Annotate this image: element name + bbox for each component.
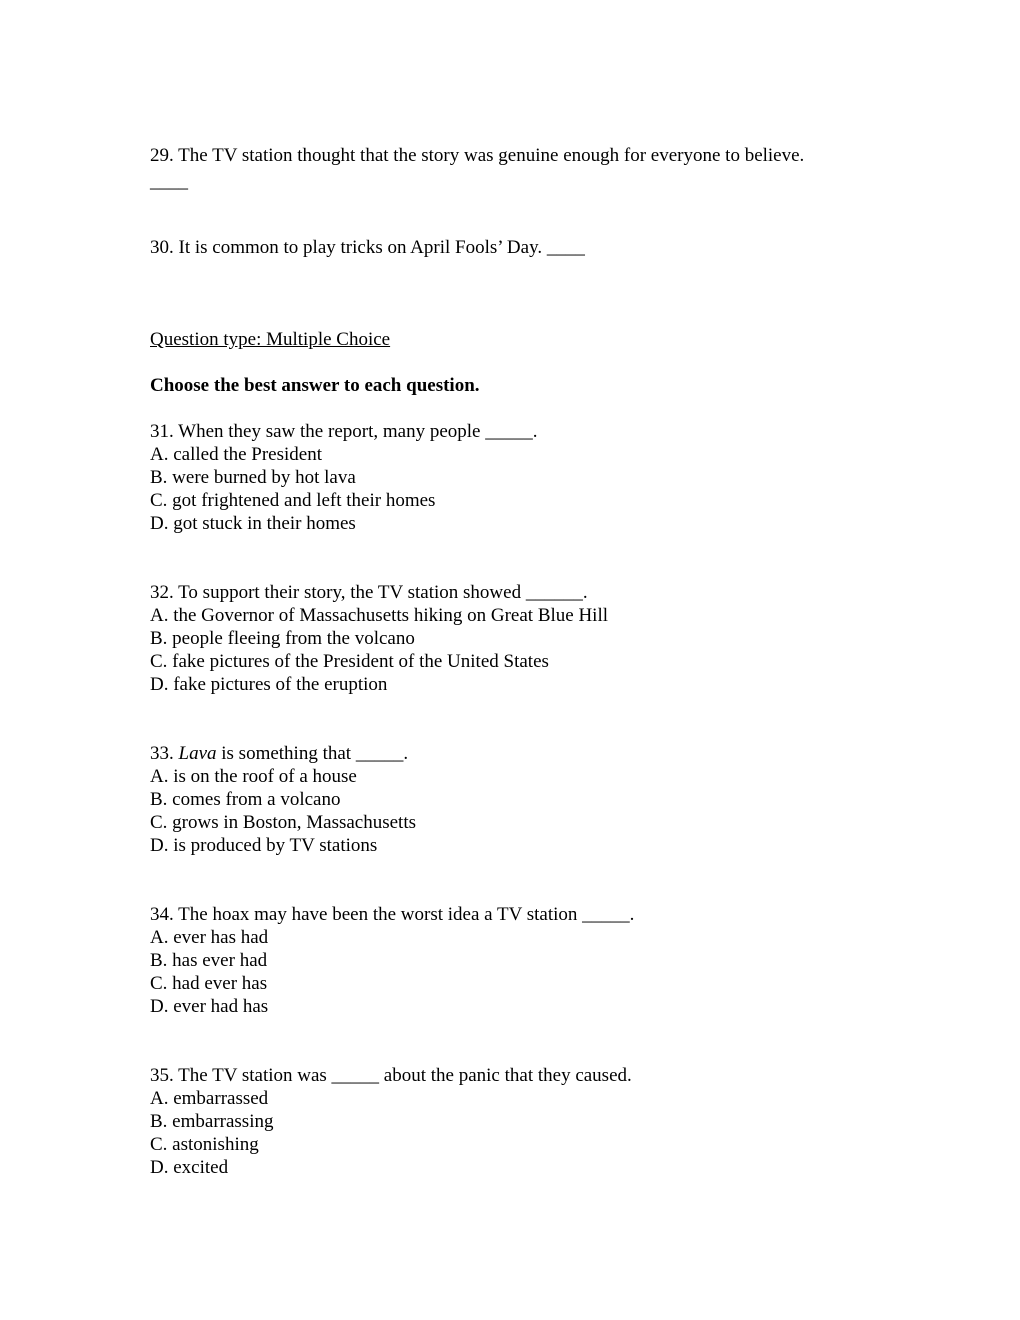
option-c: C. astonishing <box>150 1134 259 1155</box>
question-29: 29. The TV station thought that the story was genuine enough for everyone to believe. <box>150 145 805 166</box>
question-35 <box>150 1064 632 1179</box>
option-a: A. embarrassed <box>150 1088 269 1109</box>
question-31 <box>150 420 537 535</box>
stem-number: 33. <box>150 743 179 764</box>
option-c: C. fake pictures of the President of the United States <box>150 651 549 672</box>
question-stem: 31. When they saw the report, many people _____. <box>150 421 538 442</box>
question-33 <box>150 742 416 857</box>
option-c: C. had ever has <box>150 973 268 994</box>
option-c: C. got frightened and left their homes <box>150 490 436 511</box>
question-32 <box>150 581 608 696</box>
instructions: Choose the best answer to each question. <box>150 375 480 396</box>
option-b: B. people fleeing from the volcano <box>150 628 415 649</box>
option-d: D. is produced by TV stations <box>150 835 378 856</box>
option-a: A. ever has had <box>150 927 269 948</box>
stem-rest: is something that _____. <box>216 743 409 764</box>
option-a: A. called the President <box>150 444 323 465</box>
question-type-label: Question type: Multiple Choice <box>150 329 391 350</box>
question-34 <box>150 903 634 1018</box>
option-b: B. has ever had <box>150 950 268 971</box>
option-d: D. got stuck in their homes <box>150 513 356 534</box>
option-b: B. comes from a volcano <box>150 789 341 810</box>
option-d: D. fake pictures of the eruption <box>150 674 388 695</box>
option-d: D. ever had has <box>150 996 269 1017</box>
question-30: 30. It is common to play tricks on April Fools’ Day. ____ <box>150 237 585 258</box>
question-29-blank: ____ <box>150 171 188 192</box>
question-stem: 35. The TV station was _____ about the panic that they caused. <box>150 1065 632 1086</box>
option-d: D. excited <box>150 1157 229 1178</box>
option-b: B. were burned by hot lava <box>150 467 356 488</box>
option-a: A. is on the roof of a house <box>150 766 357 787</box>
option-c: C. grows in Boston, Massachusetts <box>150 812 416 833</box>
stem-italic-term: Lava <box>178 743 217 764</box>
question-stem <box>150 742 416 765</box>
option-a: A. the Governor of Massachusetts hiking on Great Blue Hill <box>150 605 609 626</box>
option-b: B. embarrassing <box>150 1111 274 1132</box>
question-stem: 32. To support their story, the TV station showed ______. <box>150 582 588 603</box>
question-stem: 34. The hoax may have been the worst idea a TV station _____. <box>150 904 635 925</box>
